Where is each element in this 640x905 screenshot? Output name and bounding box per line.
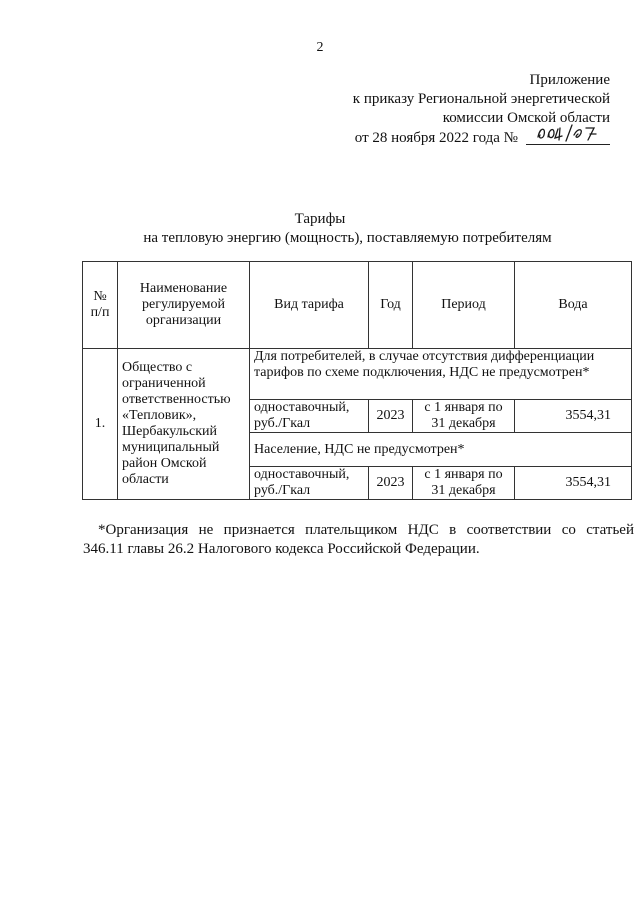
row-number: 1. [83, 349, 118, 500]
group-1-title: Для потребителей, в случае отсутствия дифференциации тарифов по схеме подключения, НДС не предусмотрен* [250, 349, 632, 400]
group-2-tariff-type: одноставочный, руб./Гкал [250, 467, 369, 500]
header-period: Период [413, 262, 515, 349]
document-title [0, 210, 640, 248]
annex-title: Приложение [529, 72, 610, 88]
header-tariff-type: Вид тарифа [250, 262, 369, 349]
group-2-period: с 1 января по 31 декабря [413, 467, 515, 500]
title-main: Тарифы [294, 211, 346, 227]
title-subtitle: на тепловую энергию (мощность), поставляемую потребителям [143, 230, 552, 246]
group-1-tariff-type: одноставочный, руб./Гкал [250, 400, 369, 433]
tariff-table [82, 261, 632, 500]
header-water: Вода [515, 262, 632, 349]
group-2-year: 2023 [369, 467, 413, 500]
annex-date: от 28 ноября 2022 года № [354, 130, 518, 146]
header-organization: Наименование регулируемой организации [118, 262, 250, 349]
annex-order-ref: к приказу Региональной энергетической [352, 91, 610, 107]
page-number: 2 [316, 40, 324, 55]
footnote-line-2: 346.11 главы 26.2 Налогового кодекса Российской Федерации. [83, 541, 480, 557]
group-1-period: с 1 января по 31 декабря [413, 400, 515, 433]
group-2-title: Население, НДС не предусмотрен* [250, 433, 632, 467]
footnote-line-1: *Организация не признается плательщиком НДС в соответствии со статьей [98, 522, 634, 538]
handwritten-number-icon [534, 123, 606, 143]
header-num: № п/п [83, 262, 118, 349]
organization-name: Общество с ограниченной ответственностью «Тепловик», Шербакульский муниципальный район Омской области [118, 349, 250, 500]
footnote [83, 521, 634, 559]
table-row [83, 349, 632, 400]
annex-header [353, 71, 610, 148]
header-year: Год [369, 262, 413, 349]
annex-date-line [353, 128, 610, 148]
annex-commission: комиссии Омской области [442, 110, 610, 126]
group-1-year: 2023 [369, 400, 413, 433]
group-2-value: 3554,31 [515, 467, 632, 500]
table-header-row [83, 262, 632, 349]
order-number-handwritten [526, 128, 610, 144]
group-1-value: 3554,31 [515, 400, 632, 433]
